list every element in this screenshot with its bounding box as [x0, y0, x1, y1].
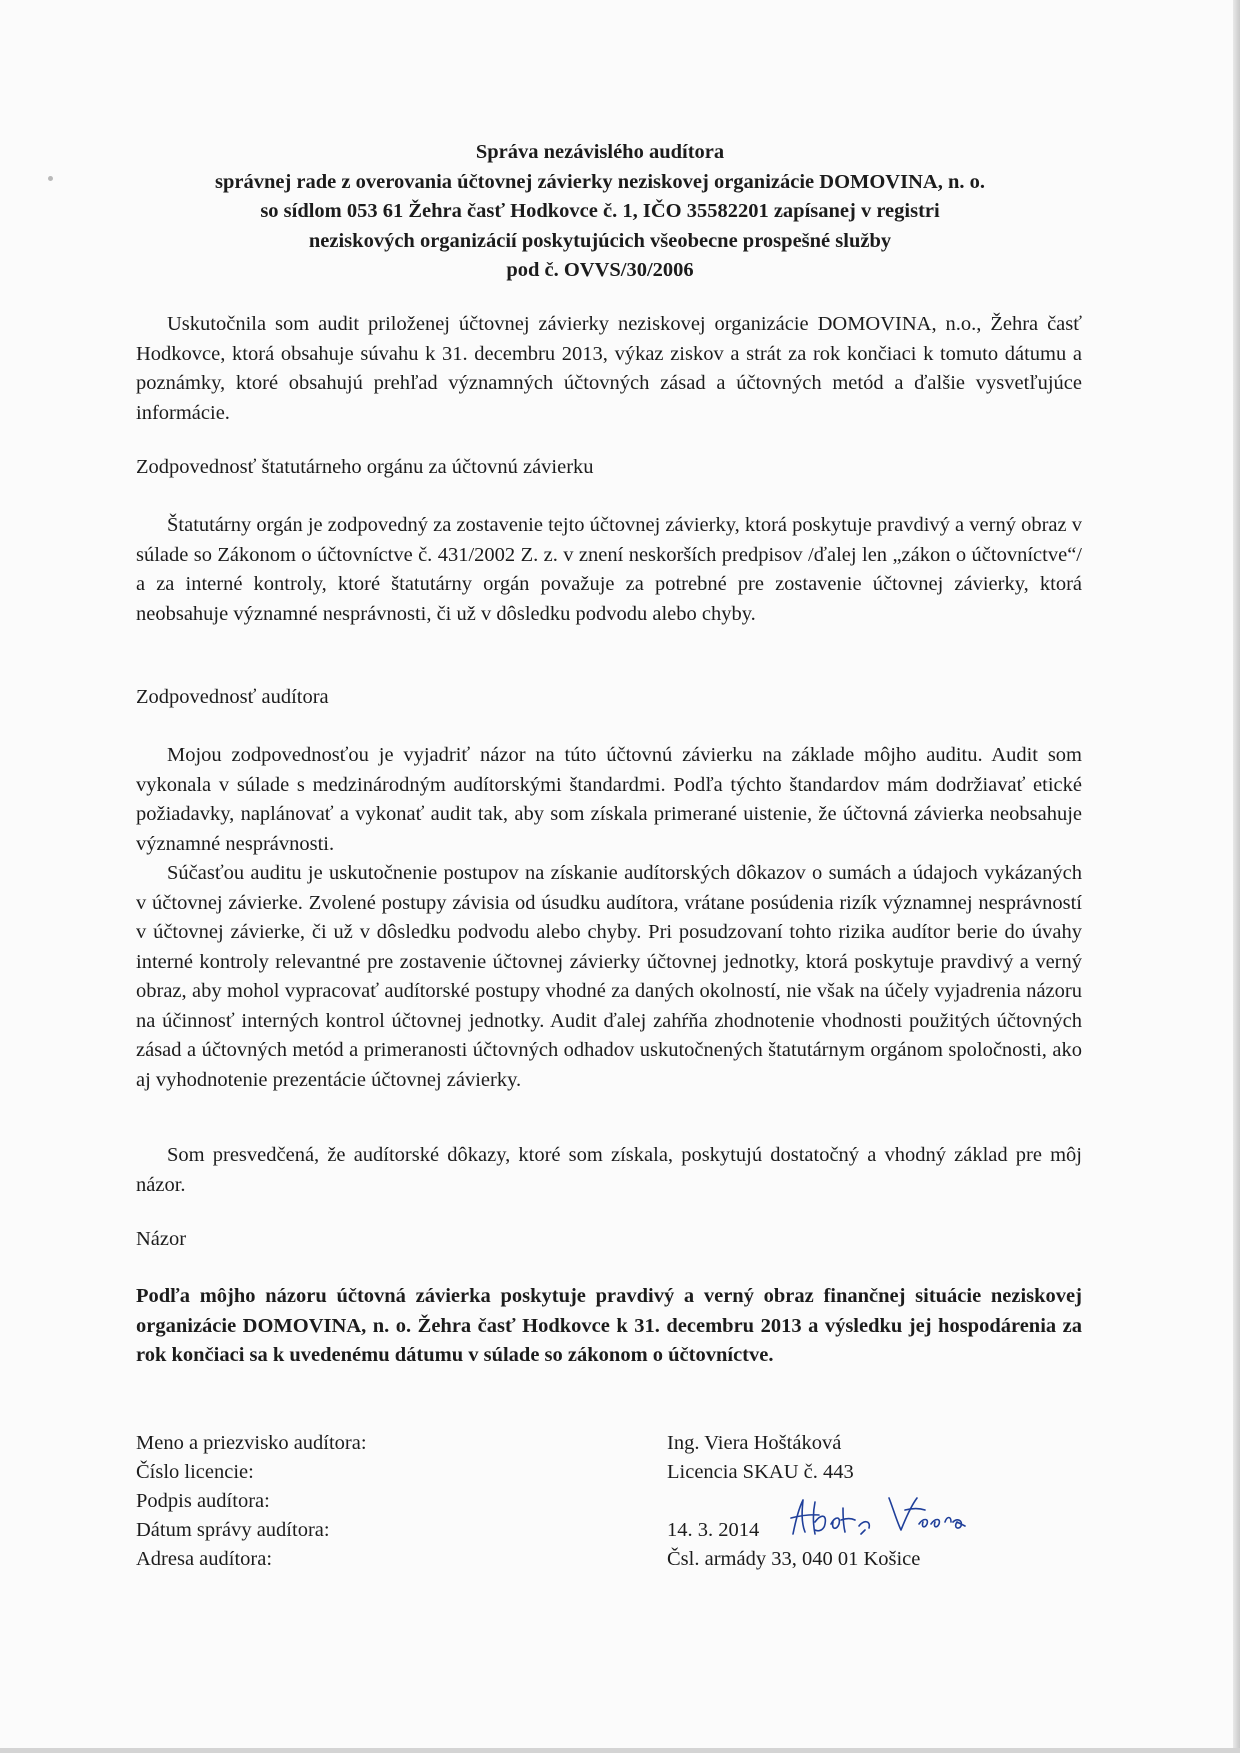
intro-paragraph: Uskutočnila som audit priloženej účtovnej závierky neziskovej organizácie DOMOVINA, n.o., Žehra časť Hodkovce, ktorá obsahuje súvahu k 31. decembru 2013, výkaz ziskov a strát za rok končiaci k tomuto dátumu a poznámky, ktoré obsahujú prehľad významných účtovných zásad a účtovných metód a ďalšie vysvetľujúce informácie.: [136, 313, 1082, 424]
report-date-value: 14. 3. 2014: [667, 1519, 760, 1541]
report-address: so sídlom 053 61 Žehra časť Hodkovce č. 1, IČO 35582201 zapísanej v registri: [260, 200, 940, 222]
auditor-signature: [785, 1494, 975, 1538]
auditor-paragraph-3: Som presvedčená, že audítorské dôkazy, ktoré som získala, poskytujú dostatočný a vhodný základ pre môj názor.: [136, 1144, 1082, 1196]
report-recipient: správnej rade z overovania účtovnej závierky neziskovej organizácie DOMOVINA, n. o.: [215, 170, 985, 193]
auditor-address-value: Čsl. armády 33, 040 01 Košice: [667, 1548, 921, 1570]
section-heading-auditor: Zodpovednosť audítora: [136, 686, 329, 708]
report-date-label: Dátum správy audítora:: [136, 1519, 330, 1541]
auditor-name-value: Ing. Viera Hoštáková: [667, 1432, 842, 1454]
license-value: Licencia SKAU č. 443: [667, 1461, 854, 1483]
statutory-paragraph: Štatutárny orgán je zodpovedný za zostavenie tejto účtovnej závierky, ktorá poskytuje pravdivý a verný obraz v súlade so Zákonom o účtovníctve č. 431/2002 Z. z. v znení neskorších predpisov /ďalej len „zákon o účtovníctve“/ a za interné kontroly, ktoré štatutárny orgán považuje za potrebné pre zostavenie účtovnej závierky, ktorá neobsahuje významné nesprávnosti, či už v dôsledku podvodu alebo chyby.: [136, 514, 1082, 625]
scan-dot-mark: [48, 176, 53, 181]
report-title: Správa nezávislého audítora: [475, 141, 725, 163]
auditor-paragraph-2: Súčasťou auditu je uskutočnenie postupov na získanie audítorských dôkazov o sumách a údajoch vykázaných v účtovnej závierke. Zvolené postupy závisia od úsudku audítora, vrátane posúdenia rizík významnej nesprávností v účtovnej závierke, či už v dôsledku podvodu alebo chyby. Pri posudzovaní tohto rizika audítor berie do úvahy interné kontroly relevantné pre zostavenie účtovnej závierky účtovnej jednotky, ktorá poskytuje pravdivý a verný obraz, aby mohol vypracovať audítorské postupy vhodné za daných okolností, nie však na účely vyjadrenia názoru na účinnosť interných kontrol účtovnej jednotky. Audit ďalej zahŕňa zhodnotenie vhodnosti použitých účtovných zásad a účtovných metód a primeranosti účtovných odhadov uskutočnených štatutárnym orgánom spoločnosti, ako aj vyhodnotenie prezentácie účtovnej závierky.: [136, 862, 1082, 1091]
license-label: Číslo licencie:: [136, 1461, 254, 1483]
section-heading-statutory: Zodpovednosť štatutárneho orgánu za účtovnú závierku: [136, 456, 594, 478]
scan-bottom-edge: [0, 1748, 1240, 1753]
signature-label: Podpis audítora:: [136, 1490, 270, 1512]
scan-edge: [1233, 0, 1240, 1753]
auditor-name-label: Meno a priezvisko audítora:: [136, 1432, 367, 1454]
report-registration-number: pod č. OVVS/30/2006: [506, 259, 694, 281]
auditor-address-label: Adresa audítora:: [136, 1548, 273, 1570]
opinion-paragraph: Podľa môjho názoru účtovná závierka poskytuje pravdivý a verný obraz finančnej situácie neziskovej organizácie DOMOVINA, n. o. Žehra časť Hodkovce k 31. decembru 2013 a výsledku jej hospodárenia za rok končiaci sa k uvedenému dátumu v súlade so zákonom o účtovníctve.: [136, 1285, 1082, 1366]
report-header: [110, 138, 1090, 286]
auditor-paragraph-1: Mojou zodpovednosťou je vyjadriť názor na túto účtovnú závierku na základe môjho auditu. Audit som vykonala v súlade s medzinárodným audítorskými štandardmi. Podľa týchto štandardov mám dodržiavať etické požiadavky, naplánovať a vykonať audit tak, aby som získala primerané uistenie, že účtovná závierka neobsahuje významné nesprávnosti.: [136, 744, 1082, 855]
section-heading-opinion: Názor: [136, 1228, 187, 1250]
report-registry: neziskových organizácií poskytujúcich všeobecne prospešné služby: [308, 229, 892, 252]
